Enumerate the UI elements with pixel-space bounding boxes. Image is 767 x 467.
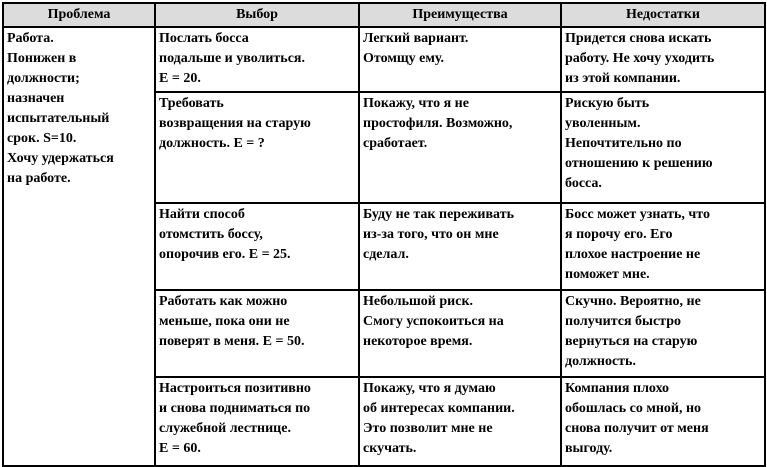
- text-line: получится быстро: [565, 314, 682, 329]
- text-line: поверят в меня. Е = 50.: [159, 334, 305, 349]
- text-line: Е = 20.: [159, 71, 201, 86]
- disadvantages-cell: [561, 377, 765, 466]
- choice-cell: [155, 377, 359, 466]
- text-line: Босс может узнать, что: [565, 207, 710, 222]
- header-advantages: Преимущества: [359, 3, 561, 27]
- text-line: из этой компании.: [565, 71, 681, 86]
- text-line: простофиля. Возможно,: [363, 116, 513, 131]
- text-line: уволенным.: [565, 116, 641, 131]
- disadvantages-cell: [561, 27, 765, 92]
- text-line: Отомщу ему.: [363, 51, 445, 66]
- text-line: Небольшой риск.: [363, 294, 474, 309]
- text-line: отомстить боссу,: [159, 227, 263, 242]
- text-line: я порочу его. Его: [565, 227, 673, 242]
- text-line: некоторое время.: [363, 334, 473, 349]
- choice-cell: [155, 290, 359, 377]
- text-line: срок. S=10.: [7, 131, 77, 146]
- text-line: работу. Не хочу уходить: [565, 51, 715, 66]
- disadvantages-cell: [561, 290, 765, 377]
- text-line: Работать как можно: [159, 294, 288, 309]
- text-line: Скучно. Вероятно, не: [565, 294, 701, 309]
- advantages-cell: [359, 92, 561, 203]
- choice-cell: [155, 92, 359, 203]
- header-disadvantages: Недостатки: [561, 3, 765, 27]
- text-line: Хочу удержаться: [7, 151, 114, 166]
- text-line: Требовать: [159, 96, 224, 111]
- text-line: Найти способ: [159, 207, 245, 222]
- text-line: из-за того, что он мне: [363, 227, 499, 242]
- text-line: Покажу, что я думаю: [363, 381, 496, 396]
- text-line: босса.: [565, 176, 602, 191]
- advantages-cell: [359, 377, 561, 466]
- text-line: выгоду.: [565, 441, 613, 456]
- table-row: [3, 27, 765, 92]
- text-line: должность. Е = ?: [159, 136, 265, 151]
- text-line: сработает.: [363, 136, 428, 151]
- text-line: Настроиться позитивно: [159, 381, 311, 396]
- text-line: поможет мне.: [565, 267, 650, 282]
- choice-cell: [155, 203, 359, 290]
- text-line: должности;: [7, 71, 80, 86]
- disadvantages-cell: [561, 92, 765, 203]
- advantages-cell: [359, 27, 561, 92]
- text-line: и снова подниматься по: [159, 401, 311, 416]
- text-line: Легкий вариант.: [363, 31, 469, 46]
- text-line: Придется снова искать: [565, 31, 712, 46]
- text-line: Работа.: [7, 31, 54, 46]
- decision-table: [2, 2, 766, 467]
- header-row: [3, 3, 765, 27]
- advantages-cell: [359, 203, 561, 290]
- text-line: испытательный: [7, 111, 110, 126]
- text-line: Послать босса: [159, 31, 249, 46]
- disadvantages-cell: [561, 203, 765, 290]
- text-line: меньше, пока они не: [159, 314, 290, 329]
- header-problem: Проблема: [3, 3, 155, 27]
- text-line: Рискую быть: [565, 96, 650, 111]
- text-line: об интересах компании.: [363, 401, 515, 416]
- text-line: Компания плохо: [565, 381, 670, 396]
- text-line: Смогу успокоиться на: [363, 314, 504, 329]
- text-line: Непочтительно по: [565, 136, 682, 151]
- text-line: снова получит от меня: [565, 421, 709, 436]
- text-line: служебной лестнице.: [159, 421, 291, 436]
- text-line: возвращения на старую: [159, 116, 311, 131]
- advantages-cell: [359, 290, 561, 377]
- text-line: сделал.: [363, 247, 409, 262]
- text-line: отношению к решению: [565, 156, 713, 171]
- text-line: Буду не так переживать: [363, 207, 514, 222]
- text-line: должность.: [565, 354, 636, 369]
- text-line: Покажу, что я не: [363, 96, 469, 111]
- text-line: скучать.: [363, 441, 417, 456]
- text-line: Понижен в: [7, 51, 77, 66]
- text-line: на работе.: [7, 171, 71, 186]
- text-line: обошлась со мной, но: [565, 401, 702, 416]
- text-line: вернуться на старую: [565, 334, 698, 349]
- text-line: плохое настроение не: [565, 247, 701, 262]
- text-line: Это позволит мне не: [363, 421, 493, 436]
- choice-cell: [155, 27, 359, 92]
- text-line: подальше и уволиться.: [159, 51, 305, 66]
- header-choice: Выбор: [155, 3, 359, 27]
- text-line: назначен: [7, 91, 65, 106]
- problem-cell: [3, 27, 155, 466]
- text-line: Е = 60.: [159, 441, 201, 456]
- text-line: опорочив его. Е = 25.: [159, 247, 291, 262]
